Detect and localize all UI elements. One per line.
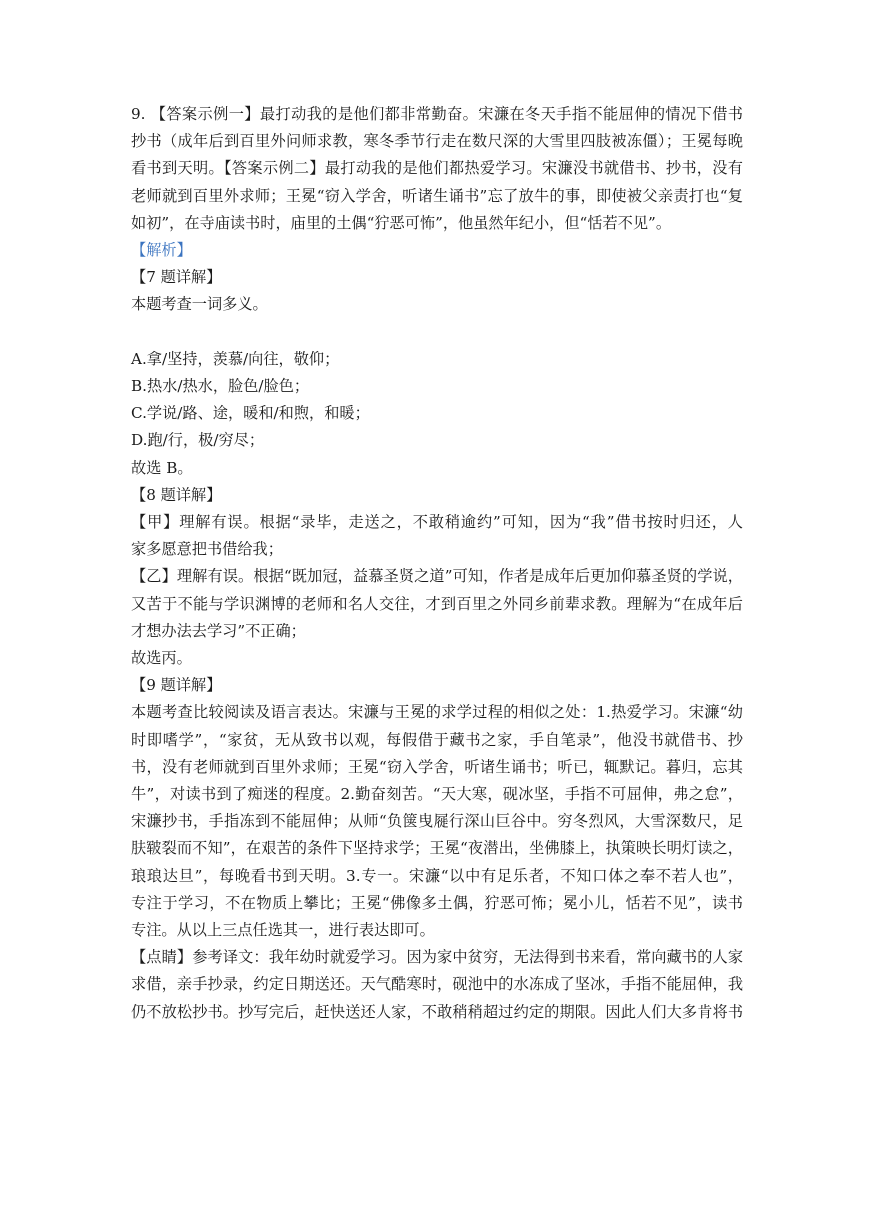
q8-detail-section	[131, 482, 743, 672]
text-line: 如初”，在寺庙读书时，庙里的土偶“狞恶可怖”，他虽然年纪小，但“恬若不见”。	[131, 213, 672, 232]
text-line: 【甲】理解有误。根据“录毕，走送之，不敢稍逾约”可知，因为“我”借书按时归还，人	[131, 513, 743, 532]
text-line: 时即嗜学”，“家贫，无从致书以观，每假借于藏书之家，手自笔录”，他没书就借书、抄	[131, 730, 743, 749]
section-heading: 【7 题详解】	[131, 268, 222, 287]
option-line: A.拿/坚持，羡慕/向往，敬仰；	[131, 349, 340, 368]
answer-section	[131, 101, 743, 237]
q9-detail-section	[131, 672, 743, 944]
option-line: D.跑/行，极/穷尽；	[131, 431, 265, 450]
text-line: 琅琅达旦”，每晚看书到天明。3.专一。宋濂“以中有足乐者，不知口体之奉不若人也”，	[131, 866, 743, 885]
text-line: 故选丙。	[131, 649, 192, 668]
text-line: 仍不放松抄书。抄写完后，赶快送还人家，不敢稍稍超过约定的期限。因此人们大多肯将书	[131, 1002, 743, 1021]
text-line: 家多愿意把书借给我；	[131, 540, 283, 559]
text-line: 本题考查比较阅读及语言表达。宋濂与王冕的求学过程的相似之处：1.热爱学习。宋濂“幼	[131, 703, 743, 722]
document-body	[131, 101, 743, 1026]
q7-detail-section	[131, 264, 743, 482]
text-line: 抄书（成年后到百里外问师求教，寒冬季节行走在数尺深的大雪里四肢被冻僵）；王冕每晚	[131, 132, 743, 151]
text-line: 专注。从以上三点任选其一，进行表达即可。	[131, 921, 435, 940]
text-line: 肤皲裂而不知”，在艰苦的条件下坚持求学；王冕“夜潜出，坐佛膝上，执策映长明灯读之，	[131, 839, 743, 858]
option-line: C.学说/路、途，暖和/和煦，和暖；	[131, 404, 370, 423]
text-line: 才想办法去学习”不正确；	[131, 621, 306, 640]
text-line: 又苦于不能与学识渊博的老师和名人交往，才到百里之外同乡前辈求教。理解为“在成年后	[131, 594, 743, 613]
text-line: 【乙】理解有误。根据“既加冠，益慕圣贤之道”可知，作者是成年后更加仰慕圣贤的学说，	[131, 567, 743, 586]
text-line: 牛”，对读书到了痴迷的程度。2.勤奋刻苦。“天大寒，砚冰坚，手指不可屈伸，弗之怠”，	[131, 785, 743, 804]
text-line: 故选 B。	[131, 458, 193, 477]
option-line: B.热水/热水，脸色/脸色；	[131, 377, 310, 396]
analysis-label: 【解析】	[131, 241, 192, 260]
section-heading: 【9 题详解】	[131, 676, 222, 695]
text-line: 专注于学习，不在物质上攀比；王冕“佛像多土偶，狞恶可怖；冕小儿，恬若不见”，读书	[131, 893, 743, 912]
text-line: 老师就到百里外求师；王冕“窃入学舍，听诸生诵书”忘了放牛的事，即使被父亲责打也“复	[131, 186, 743, 205]
text-line: 书，没有老师就到百里外求师；王冕“窃入学舍，听诸生诵书；听已，辄默记。暮归，忘其	[131, 757, 743, 776]
section-heading: 【8 题详解】	[131, 485, 222, 504]
text-line: 9. 【答案示例一】最打动我的是他们都非常勤奋。宋濂在冬天手指不能屈伸的情况下借书	[131, 105, 743, 123]
text-line: 看书到天明。【答案示例二】最打动我的是他们都热爱学习。宋濂没书就借书、抄书，没有	[131, 159, 743, 178]
text-line: 宋濂抄书，手指冻到不能屈伸；从师“负箧曳屣行深山巨谷中。穷冬烈风，大雪深数尺，足	[131, 812, 743, 831]
text-line: 求借，亲手抄录，约定日期送还。天气酷寒时，砚池中的水冻成了坚冰，手指不能屈伸，我	[131, 975, 743, 994]
blank-line	[131, 319, 743, 346]
text-line: 【点睛】参考译文：我年幼时就爱学习。因为家中贫穷，无法得到书来看，常向藏书的人家	[131, 948, 743, 967]
tips-section	[131, 944, 743, 1026]
text-line: 本题考查一词多义。	[131, 295, 268, 314]
